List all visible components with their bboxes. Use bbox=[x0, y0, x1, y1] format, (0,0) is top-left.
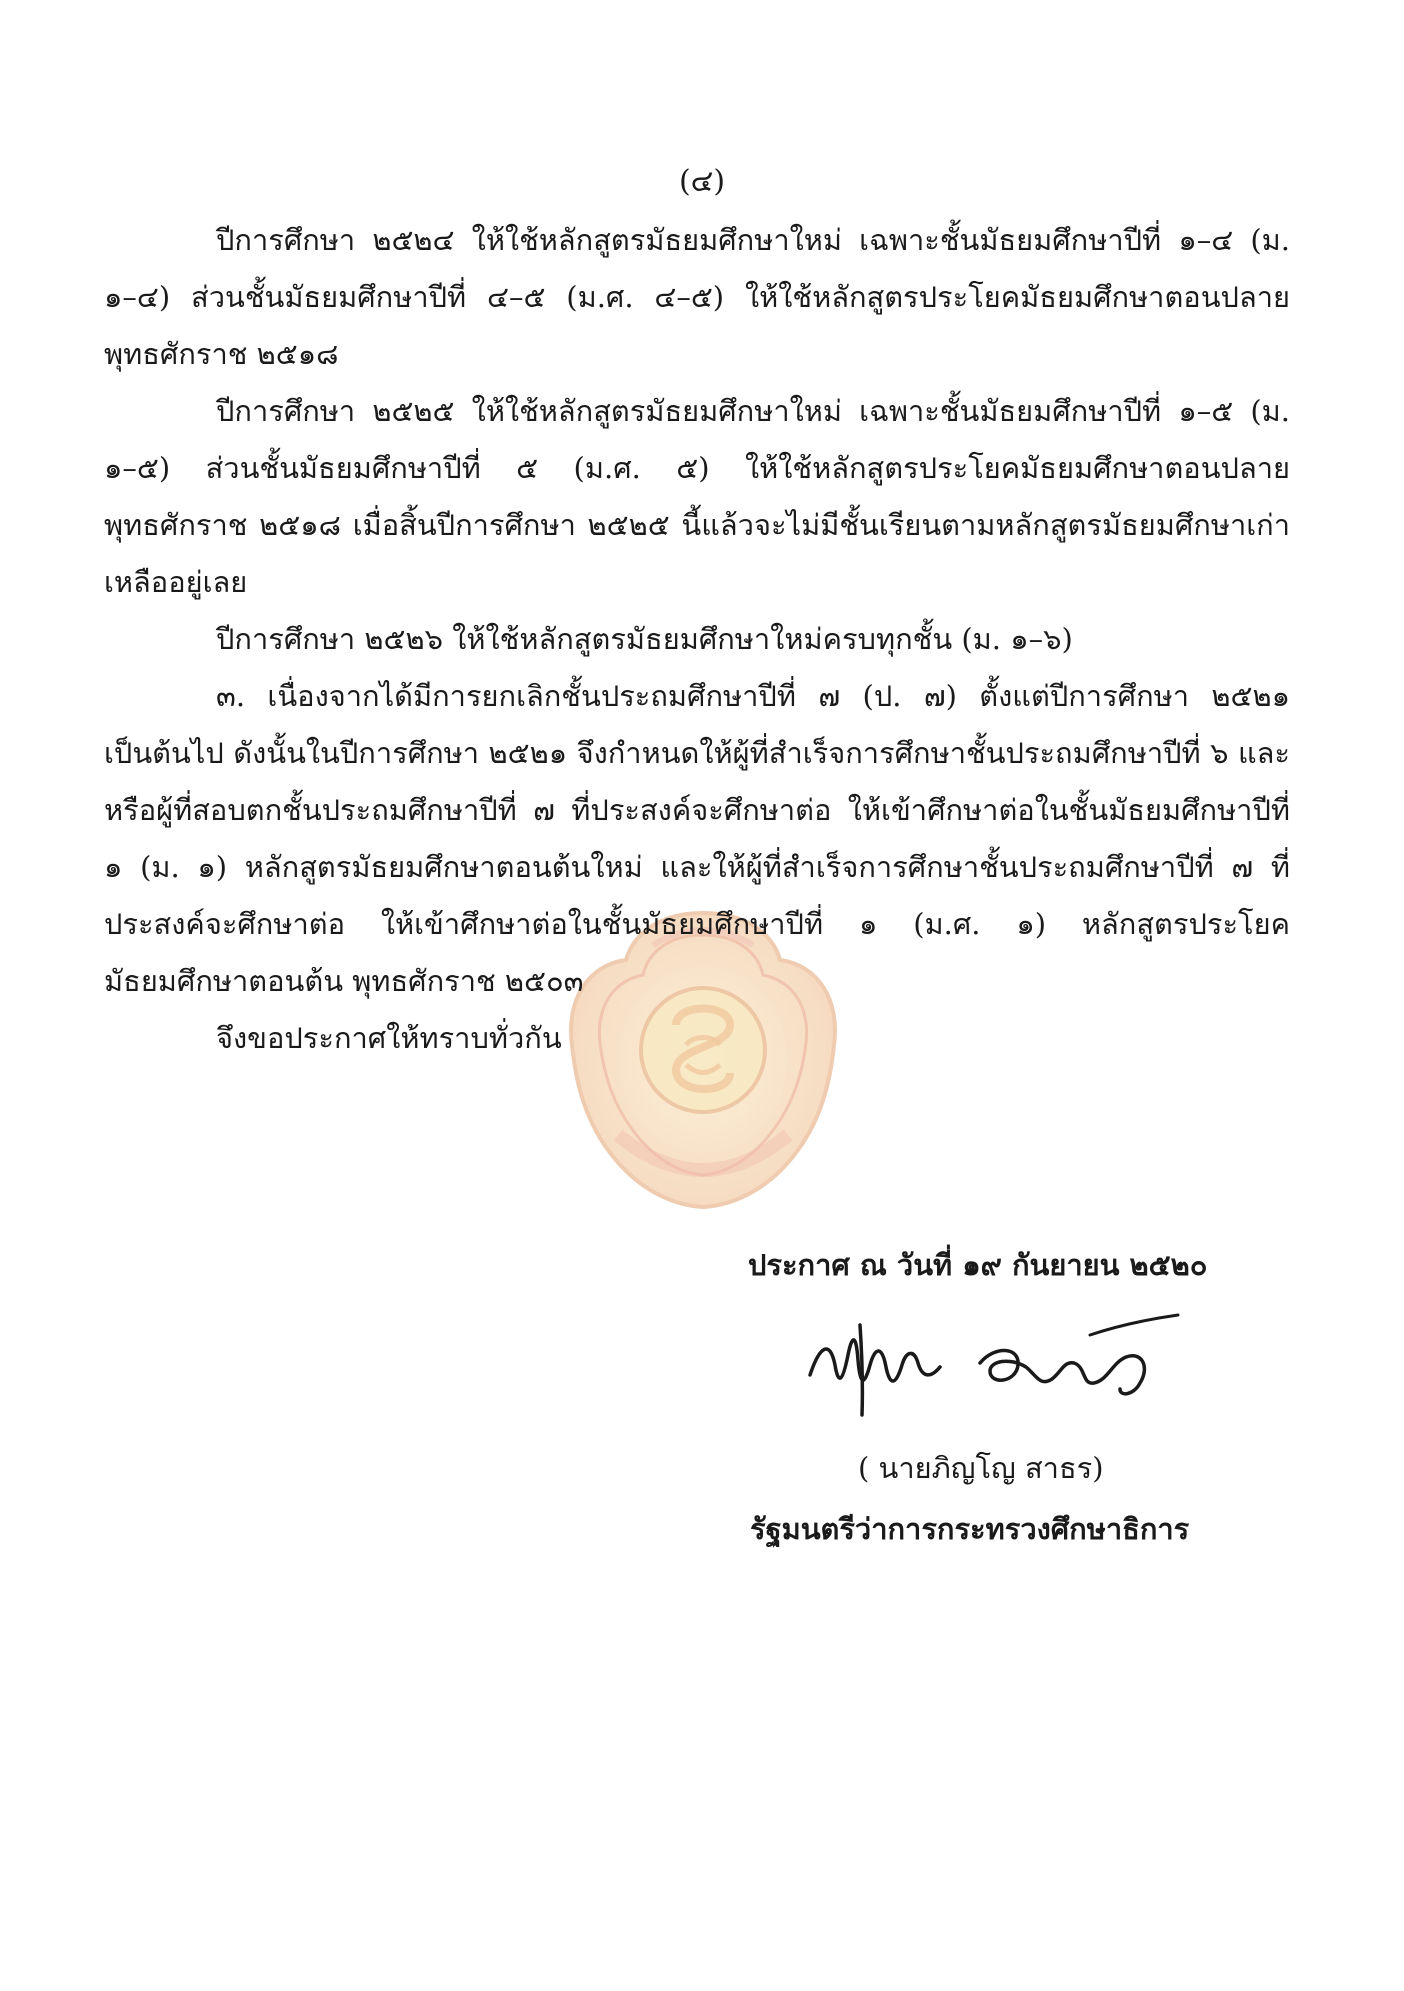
announcement-body bbox=[104, 212, 1290, 1067]
paragraph-year-2525: ปีการศึกษา ๒๕๒๕ ให้ใช้หลักสูตรมัธยมศึกษาใหม่ เฉพาะชั้นมัธยมศึกษาปีที่ ๑–๕ (ม. ๑–๕) ส่วนชั้นมัธยมศึกษาปีที่ ๕ (ม.ศ. ๕) ให้ใช้หลักสูตรประโยคมัธยมศึกษาตอนปลาย พุทธศักราช ๒๕๑๘ เมื่อสิ้นปีการศึกษา ๒๕๒๕ นี้แล้วจะไม่มีชั้นเรียนตามหลักสูตรมัธยมศึกษาเก่าเหลืออยู่เลย bbox=[104, 394, 1290, 599]
signer-title: รัฐมนตรีว่าการกระทรวงศึกษาธิการ bbox=[750, 1512, 1190, 1546]
paragraph-item-3: ๓. เนื่องจากได้มีการยกเลิกชั้นประถมศึกษาปีที่ ๗ (ป. ๗) ตั้งแต่ปีการศึกษา ๒๕๒๑ เป็นต้นไป ดังนั้นในปีการศึกษา ๒๕๒๑ จึงกำหนดให้ผู้ที่สำเร็จการศึกษาชั้นประถมศึกษาปีที่ ๖ และหรือผู้ที่สอบตกชั้นประถมศึกษาปีที่ ๗ ที่ประสงค์จะศึกษาต่อ ให้เข้าศึกษาต่อในชั้นมัธยมศึกษาปีที่ ๑ (ม. ๑) หลักสูตรมัธยมศึกษาตอนต้นใหม่ และให้ผู้ที่สำเร็จการศึกษาชั้นประถมศึกษาปีที่ ๗ ที่ประสงค์จะศึกษาต่อ ให้เข้าศึกษาต่อในชั้นมัธยมศึกษาปีที่ ๑ (ม.ศ. ๑) หลักสูตรประโยคมัธยมศึกษาตอนต้น พุทธศักราช ๒๕๐๓ bbox=[104, 679, 1290, 998]
signature bbox=[790, 1305, 1190, 1425]
paragraph-year-2524: ปีการศึกษา ๒๕๒๔ ให้ใช้หลักสูตรมัธยมศึกษาใหม่ เฉพาะชั้นมัธยมศึกษาปีที่ ๑–๔ (ม. ๑–๔) ส่วนชั้นมัธยมศึกษาปีที่ ๔–๕ (ม.ศ. ๔–๕) ให้ใช้หลักสูตรประโยคมัธยมศึกษาตอนปลาย พุทธศักราช ๒๕๑๘ bbox=[104, 223, 1290, 371]
signer-name: ( นายภิญโญ สาธร) bbox=[858, 1451, 1104, 1485]
announcement-date: ประกาศ ณ วันที่ ๑๙ กันยายน ๒๕๒๐ bbox=[748, 1248, 1208, 1282]
paragraph-year-2526: ปีการศึกษา ๒๕๒๖ ให้ใช้หลักสูตรมัธยมศึกษาใหม่ครบทุกชั้น (ม. ๑–๖) bbox=[216, 622, 1073, 656]
paragraph-closing: จึงขอประกาศให้ทราบทั่วกัน bbox=[216, 1021, 562, 1055]
page-number: (๔) bbox=[678, 164, 726, 199]
